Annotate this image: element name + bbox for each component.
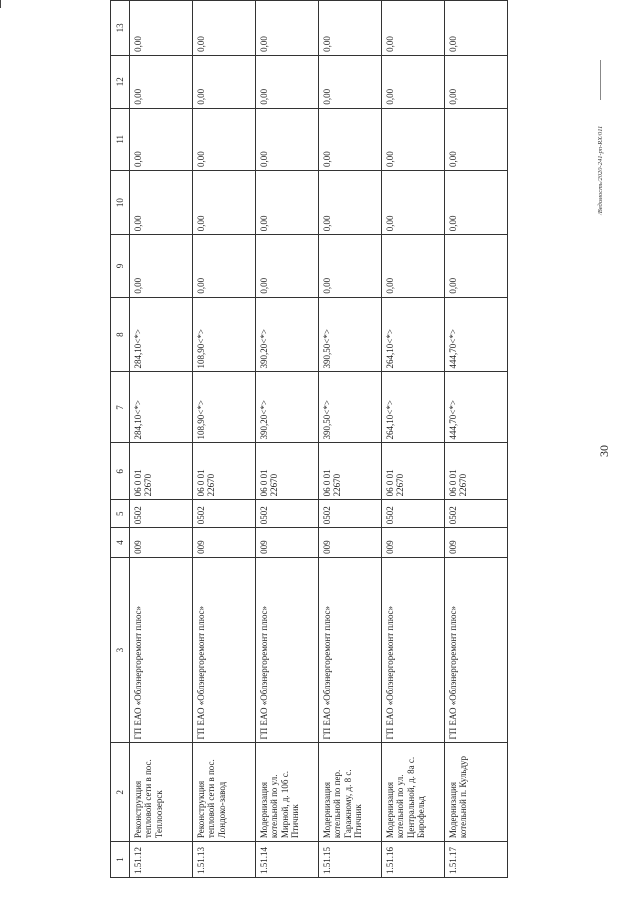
header-cell: 8 [111, 297, 130, 372]
target-article: 06 0 01 22670 [256, 443, 319, 500]
year-value: 0,00 [130, 235, 193, 297]
year-value: 0,00 [382, 235, 445, 297]
target-article: 06 0 01 22670 [130, 443, 193, 500]
year-value: 0,00 [130, 108, 193, 170]
table-row [319, 1, 382, 878]
year-value: 0,00 [193, 1, 256, 56]
header-cell: 2 [111, 743, 130, 842]
year-value: 0,00 [382, 1, 445, 56]
year-value: 0,00 [193, 235, 256, 297]
year-value: 0,00 [319, 170, 382, 234]
year-value: 0,00 [130, 1, 193, 56]
section-code: 0502 [382, 500, 445, 528]
row-code: 1.51.13 [193, 842, 256, 878]
grbs-code: 009 [193, 528, 256, 558]
table-row [382, 1, 445, 878]
edge-mark [0, 0, 1, 8]
table-row [130, 1, 193, 878]
footer-rule [600, 60, 601, 100]
year-value: 390,20<*> [256, 297, 319, 372]
header-cell: 7 [111, 372, 130, 443]
executor: ГП ЕАО «Облэнергоремонт плюс» [193, 557, 256, 743]
document-footnote: /Ведомость/2020-241-pn-RX/011 [597, 125, 604, 215]
grbs-code: 009 [319, 528, 382, 558]
object-name: Модернизация котельной по ул. Мирной, д. 10б с. Птичник [256, 743, 319, 842]
row-code: 1.51.12 [130, 842, 193, 878]
year-value: 0,00 [445, 108, 508, 170]
total-value: 284,10<*> [130, 372, 193, 443]
row-code: 1.51.15 [319, 842, 382, 878]
total-value: 264,10<*> [382, 372, 445, 443]
year-value: 0,00 [445, 55, 508, 108]
executor: ГП ЕАО «Облэнергоремонт плюс» [319, 557, 382, 743]
year-value: 0,00 [130, 170, 193, 234]
year-value: 264,10<*> [382, 297, 445, 372]
executor: ГП ЕАО «Облэнергоремонт плюс» [256, 557, 319, 743]
total-value: 108,90<*> [193, 372, 256, 443]
header-cell: 9 [111, 235, 130, 297]
grbs-code: 009 [130, 528, 193, 558]
year-value: 0,00 [256, 170, 319, 234]
year-value: 0,00 [319, 55, 382, 108]
total-value: 390,20<*> [256, 372, 319, 443]
year-value: 0,00 [319, 235, 382, 297]
row-code: 1.51.14 [256, 842, 319, 878]
executor: ГП ЕАО «Облэнергоремонт плюс» [445, 557, 508, 743]
target-article: 06 0 01 22670 [319, 443, 382, 500]
year-value: 0,00 [193, 170, 256, 234]
budget-table [110, 0, 508, 878]
object-name: Модернизация котельной п. Кульдур [445, 743, 508, 842]
object-name: Реконструкция тепловой сети в пос. Лондоко-завод [193, 743, 256, 842]
year-value: 390,50<*> [319, 297, 382, 372]
header-cell: 13 [111, 1, 130, 56]
section-code: 0502 [256, 500, 319, 528]
header-row [111, 1, 130, 878]
header-cell: 3 [111, 557, 130, 743]
year-value: 444,70<*> [445, 297, 508, 372]
executor: ГП ЕАО «Облэнергоремонт плюс» [382, 557, 445, 743]
year-value: 108,90<*> [193, 297, 256, 372]
year-value: 0,00 [193, 55, 256, 108]
section-code: 0502 [445, 500, 508, 528]
year-value: 0,00 [256, 55, 319, 108]
header-cell: 4 [111, 528, 130, 558]
object-name: Модернизация котельной по ул. Центральной, д. 8а с. Бирофельд [382, 743, 445, 842]
target-article: 06 0 01 22670 [193, 443, 256, 500]
header-cell: 6 [111, 443, 130, 500]
grbs-code: 009 [445, 528, 508, 558]
executor: ГП ЕАО «Облэнергоремонт плюс» [130, 557, 193, 743]
target-article: 06 0 01 22670 [445, 443, 508, 500]
year-value: 0,00 [445, 1, 508, 56]
year-value: 0,00 [445, 170, 508, 234]
section-code: 0502 [130, 500, 193, 528]
total-value: 390,50<*> [319, 372, 382, 443]
year-value: 0,00 [382, 108, 445, 170]
year-value: 0,00 [256, 235, 319, 297]
table-row [445, 1, 508, 878]
header-cell: 1 [111, 842, 130, 878]
year-value: 0,00 [319, 108, 382, 170]
header-cell: 10 [111, 170, 130, 234]
year-value: 0,00 [256, 1, 319, 56]
object-name: Модернизация котельной по пер. Гаражному, д. 8 с. Птичник [319, 743, 382, 842]
grbs-code: 009 [382, 528, 445, 558]
header-cell: 12 [111, 55, 130, 108]
year-value: 0,00 [382, 55, 445, 108]
year-value: 0,00 [130, 55, 193, 108]
table-row [193, 1, 256, 878]
year-value: 0,00 [193, 108, 256, 170]
header-cell: 11 [111, 108, 130, 170]
row-code: 1.51.16 [382, 842, 445, 878]
page-number: 30 [597, 445, 611, 457]
section-code: 0502 [319, 500, 382, 528]
year-value: 284,10<*> [130, 297, 193, 372]
target-article: 06 0 01 22670 [382, 443, 445, 500]
year-value: 0,00 [445, 235, 508, 297]
grbs-code: 009 [256, 528, 319, 558]
year-value: 0,00 [319, 1, 382, 56]
total-value: 444,70<*> [445, 372, 508, 443]
object-name: Реконструкция тепловой сети в пос. Теплоозерск [130, 743, 193, 842]
section-code: 0502 [193, 500, 256, 528]
year-value: 0,00 [382, 170, 445, 234]
year-value: 0,00 [256, 108, 319, 170]
header-cell: 5 [111, 500, 130, 528]
row-code: 1.51.17 [445, 842, 508, 878]
table-row [256, 1, 319, 878]
